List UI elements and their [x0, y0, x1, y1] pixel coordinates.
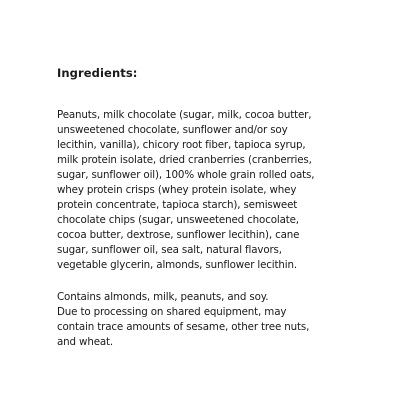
ingredients-heading: Ingredients:: [57, 66, 138, 80]
ingredients-line: lecithin, vanilla), chicory root fiber, tapioca syrup,: [57, 139, 306, 151]
ingredients-line: protein concentrate, tapioca starch), semisweet: [57, 199, 298, 211]
allergen-line: contain trace amounts of sesame, other tree nuts,: [57, 321, 310, 333]
ingredients-line: sugar, sunflower oil), 100% whole grain rolled oats,: [57, 169, 315, 181]
ingredients-line: vegetable glycerin, almonds, sunflower lecithin.: [57, 259, 297, 271]
ingredients-line: chocolate chips (sugar, unsweetened chocolate,: [57, 214, 299, 226]
ingredients-line: whey protein crisps (whey protein isolate, whey: [57, 184, 297, 196]
ingredients-line: unsweetened chocolate, sunflower and/or soy: [57, 124, 288, 136]
allergen-line: and wheat.: [57, 336, 114, 348]
allergen-line: Due to processing on shared equipment, may: [57, 306, 287, 318]
allergen-line: Contains almonds, milk, peanuts, and soy.: [57, 291, 269, 303]
ingredients-line: Peanuts, milk chocolate (sugar, milk, cocoa butter,: [57, 109, 312, 121]
ingredients-line: sugar, sunflower oil, sea salt, natural flavors,: [57, 244, 282, 256]
ingredients-line: milk protein isolate, dried cranberries (cranberries,: [57, 154, 312, 166]
ingredients-line: cocoa butter, dextrose, sunflower lecithin), cane: [57, 229, 300, 241]
